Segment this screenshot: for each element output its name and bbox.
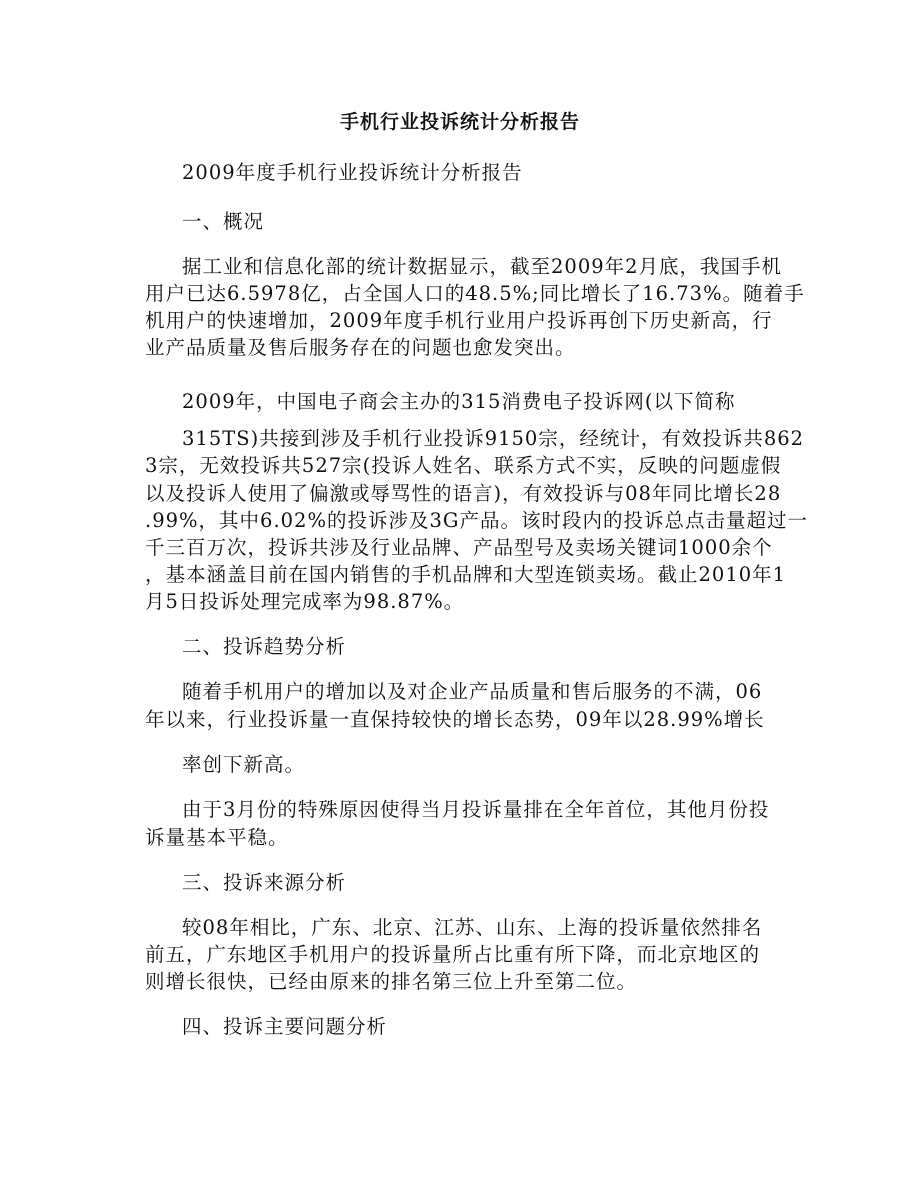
paragraph-line: .99%，其中6.02%的投诉涉及3G产品。该时段内的投诉总点击量超过一 bbox=[145, 509, 808, 532]
section-heading-issues: 四、投诉主要问题分析 bbox=[182, 1015, 388, 1038]
report-subtitle: 2009年度手机行业投诉统计分析报告 bbox=[182, 161, 523, 184]
paragraph-line: 机用户的快速增加，2009年度手机行业用户投诉再创下历史新高，行 bbox=[145, 309, 773, 332]
paragraph-line: 诉量基本平稳。 bbox=[145, 826, 289, 849]
paragraph-line: 以及投诉人使用了偏激或辱骂性的语言)，有效投诉与08年同比增长28 bbox=[145, 482, 782, 505]
paragraph-line: 3宗，无效投诉共527宗(投诉人姓名、联系方式不实，反映的问题虚假 bbox=[145, 454, 782, 477]
paragraph-line: 较08年相比，广东、北京、江苏、山东、上海的投诉量依然排名 bbox=[182, 916, 763, 939]
paragraph-line: 2009年，中国电子商会主办的315消费电子投诉网(以下简称 bbox=[182, 390, 736, 413]
document-title: 手机行业投诉统计分析报告 bbox=[339, 111, 580, 133]
paragraph-line: 随着手机用户的增加以及对企业产品质量和售后服务的不满，06 bbox=[182, 680, 763, 703]
section-heading-trend: 二、投诉趋势分析 bbox=[182, 635, 347, 658]
paragraph-line: ，基本涵盖目前在国内销售的手机品牌和大型连锁卖场。截止2010年1 bbox=[145, 563, 787, 586]
paragraph-line: 据工业和信息化部的统计数据显示，截至2009年2月底，我国手机 bbox=[182, 255, 783, 278]
paragraph-line: 用户已达6.5978亿，占全国人口的48.5%;同比增长了16.73%。随着手 bbox=[145, 282, 805, 305]
paragraph-line: 业产品质量及售后服务存在的问题也愈发突出。 bbox=[145, 336, 576, 359]
paragraph-line: 前五，广东地区手机用户的投诉量所占比重有所下降，而北京地区的 bbox=[145, 943, 761, 966]
paragraph-line: 315TS)共接到涉及手机行业投诉9150宗，经统计，有效投诉共862 bbox=[182, 427, 805, 450]
paragraph-line: 千三百万次，投诉共涉及行业品牌、产品型号及卖场关键词1000余个 bbox=[145, 536, 773, 559]
paragraph-line: 月5日投诉处理完成率为98.87%。 bbox=[145, 590, 465, 613]
paragraph-line: 率创下新高。 bbox=[182, 753, 306, 776]
paragraph-line: 则增长很快，已经由原来的排名第三位上升至第二位。 bbox=[145, 970, 638, 993]
section-heading-overview: 一、概况 bbox=[182, 210, 265, 233]
section-heading-source: 三、投诉来源分析 bbox=[182, 871, 347, 894]
paragraph-line: 年以来，行业投诉量一直保持较快的增长态势，09年以28.99%增长 bbox=[145, 708, 765, 731]
paragraph-line: 由于3月份的特殊原因使得当月投诉量排在全年首位，其他月份投 bbox=[182, 798, 770, 821]
